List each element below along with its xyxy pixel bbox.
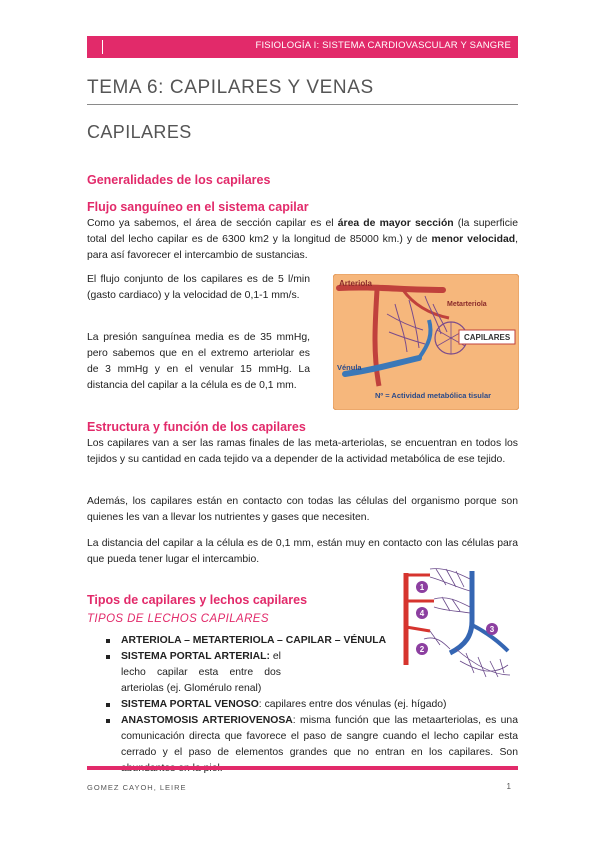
page-title: TEMA 6: CAPILARES Y VENAS [87,77,374,98]
title-divider [87,104,518,105]
item-text: : capilares entre dos vénulas (ej. hígado) [258,699,447,710]
section-title: CAPILARES [87,122,192,142]
text-run: Como ya sabemos, el área de sección capilar es el [87,218,338,229]
item-bold: ANASTOMOSIS ARTERIOVENOSA [121,715,293,726]
bullet-icon [106,703,110,707]
label-capilares: CAPILARES [464,333,511,342]
marker-label: 3 [489,625,495,634]
heading-generalidades: Generalidades de los capilares [87,173,271,187]
label-arteriola: Arteriola [339,279,372,288]
capillary-types-svg [400,565,518,683]
label-metarteriola: Metarteriola [447,301,487,308]
marker-label: 4 [419,609,425,618]
heading-flujo: Flujo sanguíneo en el sistema capilar [87,200,309,214]
bold-run: menor velocidad [431,234,516,245]
item-bold: ARTERIOLA – METARTERIOLA – CAPILAR – VÉNULA [121,635,387,646]
item-text: el lecho capilar esta entre dos arteriolas (ej. Glomérulo renal) [121,651,281,694]
capillary-types-figure [400,565,518,683]
text-run: (la superficie total del lecho capilar es de 6300 km2 y la longitud de 85000 km.) y de [87,218,518,245]
marker-label: 1 [419,583,425,592]
text-run: , para así favorecer el intercambio de sustancias. [87,234,518,261]
item-bold: SISTEMA PORTAL ARTERIAL: [121,651,270,662]
list-item [121,697,518,713]
bullet-icon [106,719,110,723]
bullet-icon [106,639,110,643]
subheading-lechos: TIPOS DE LECHOS CAPILARES [87,613,269,625]
page-number: 1 [506,782,511,791]
header-divider [102,40,103,54]
marker-label: 2 [419,645,425,654]
heading-tipos: Tipos de capilares y lechos capilares [87,593,308,607]
paragraph-flujo-2: El flujo conjunto de los capilares es de 5 l/min (gasto cardiaco) y la velocidad de 0,1-1 mm/s. [87,274,310,301]
list-item [121,633,391,649]
heading-estructura: Estructura y función de los capilares [87,420,306,434]
paragraph-estructura-2: Además, los capilares están en contacto con todas las células del organismo porque son quienes les van a llevar los nutrientes y gases que necesiten. [87,496,518,523]
label-venula: Vénula [337,363,362,372]
figure-caption: Nº = Actividad metabólica tisular [375,391,492,400]
capillary-bed-svg [333,274,519,410]
paragraph-flujo-3: La presión sanguínea media es de 35 mmHg, pero sabemos que en el extremo arteriolar es de 3 mmHg y en el venular 15 mmHg. La distancia del capilar a la célula es de 0,1 mm. [87,332,310,391]
paragraph-estructura-3: La distancia del capilar a la célula es de 0,1 mm, están muy en contacto con las células para que pueda tener lugar el intercambio. [87,538,518,565]
paragraph-flujo-1 [87,216,518,264]
list-item [121,649,281,697]
bullet-icon [106,655,110,659]
capillary-nets [424,569,510,677]
footer-band [87,766,518,770]
item-bold: SISTEMA PORTAL VENOSO [121,699,259,710]
capillary-bed-figure [333,274,519,410]
course-header: FISIOLOGÍA I: SISTEMA CARDIOVASCULAR Y SANGRE [255,40,511,51]
bold-run: área de mayor sección [337,218,454,229]
paragraph-estructura-1: Los capilares van a ser las ramas finales de las meta-arteriolas, se encuentran en todos los tejidos y su cantidad en cada tejido va a depender de la actividad metabólica de ese tejido. [87,438,518,465]
footer-author: GOMEZ CAYOH, LEIRE [87,783,187,792]
item-text: : misma función que las metaarteriolas, es una comunicación directa que favorece el paso de sangre cuando el lecho capilar esta cerrado y el paso de elementos grandes que no entran en los capilares. Son [121,715,518,758]
